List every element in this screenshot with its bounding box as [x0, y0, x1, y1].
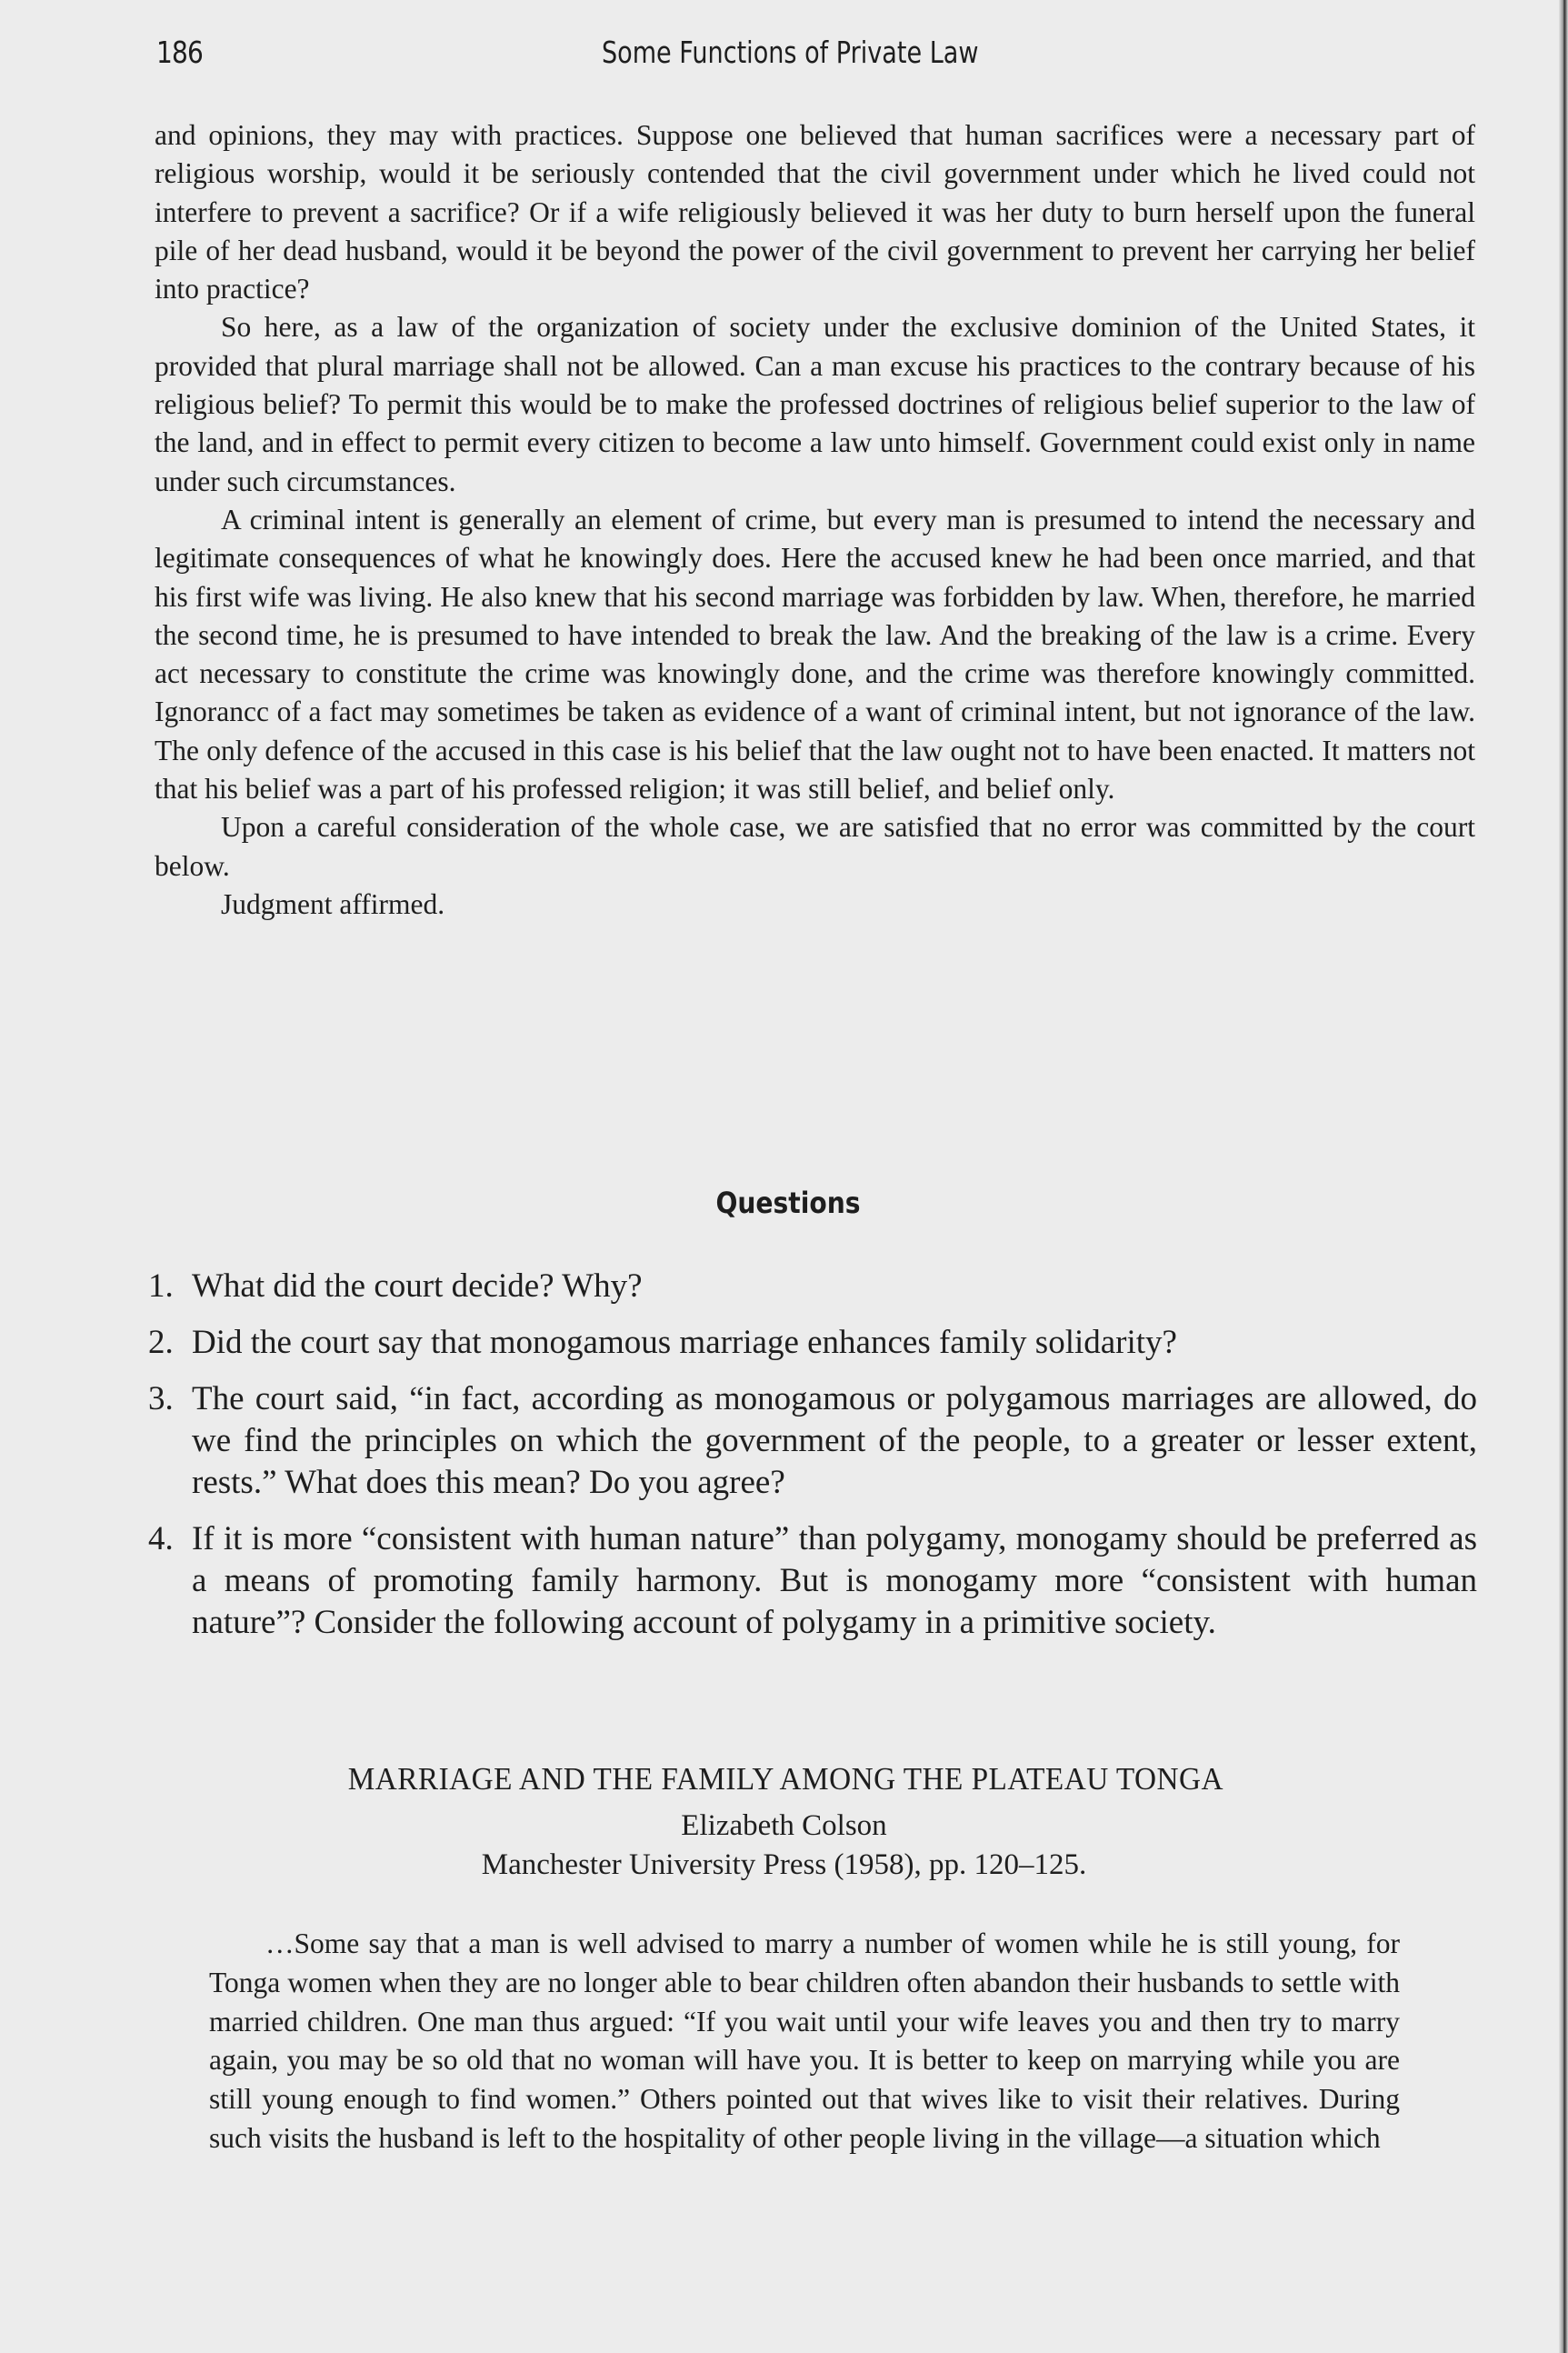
- paragraph: A criminal intent is generally an element of crime, but every man is presumed to intend the necessary and legitimate consequences of what he knowingly does. Here the accused knew he had been once married, and that his first wife was living. He also knew that his second marriage was forbidden by law. When, therefore, he married the second time, he is presumed to have intended to break the law. And the breaking of the law is a crime. Every act necessary to constitute the crime was knowingly done, and the crime was therefore knowingly committed. Ignorancc of a fact may sometimes be taken as evidence of a want of criminal intent, but not ignorance of the law. The only defence of the accused in this case is his belief that the law ought not to have been enacted. It matters not that his belief was a part of his professed religion; it was still belief, and belief only.: [155, 503, 1475, 806]
- questions-list: [148, 1266, 1477, 1658]
- question-text: If it is more “consistent with human nature” than polygamy, monogamy should be preferred as a means of promoting family harmony. But is monogamy more “consistent with human nature”? Consider the following account of polygamy in a primitive society.: [192, 1520, 1477, 1641]
- running-title: Some Functions of Private Law: [601, 35, 979, 70]
- question-text: Did the court say that monogamous marriage enhances family solidarity?: [192, 1324, 1177, 1361]
- excerpt-author: Elizabeth Colson: [681, 1809, 887, 1842]
- judgment-line: Judgment affirmed.: [221, 887, 445, 920]
- question-number: 1.: [148, 1267, 174, 1305]
- question-number: 4.: [148, 1520, 174, 1557]
- court-opinion-text: [155, 116, 1475, 924]
- page-binding-edge: [1559, 0, 1568, 2353]
- questions-heading: Questions: [715, 1186, 861, 1220]
- running-head: [0, 35, 1568, 75]
- excerpt-title: MARRIAGE AND THE FAMILY AMONG THE PLATEAU TONGA: [347, 1761, 1224, 1797]
- paragraph: and opinions, they may with practices. Suppose one believed that human sacrifices were a necessary part of religious worship, would it be seriously contended that the civil government under which he lived could not interfere to prevent a sacrifice? Or if a wife religiously believed it was her duty to burn herself upon the funeral pile of her dead husband, would it be beyond the power of the civil government to prevent her carrying her belief into practice?: [155, 119, 1475, 305]
- question-item: [148, 1518, 1477, 1644]
- question-text: What did the court decide? Why?: [192, 1267, 643, 1305]
- question-text: The court said, “in fact, according as monogamous or polygamous marriages are allowed, do we find the principles on which the government of the people, to a greater or lesser extent, rests.” What does this mean? Do you agree?: [192, 1380, 1477, 1501]
- paragraph: So here, as a law of the organization of society under the exclusive dominion of the United States, it provided that plural marriage shall not be allowed. Can a man excuse his practices to the contrary because of his religious belief? To permit this would be to make the professed doctrines of religious belief superior to the law of the land, and in effect to permit every citizen to become a law unto himself. Government could exist only in name under such circumstances.: [155, 311, 1475, 497]
- question-item: [148, 1266, 1477, 1307]
- question-item: [148, 1322, 1477, 1364]
- page-number: 186: [156, 35, 203, 70]
- excerpt-source: Manchester University Press (1958), pp. 120–125.: [481, 1848, 1087, 1881]
- excerpt-text: [209, 1925, 1400, 2158]
- paragraph: …Some say that a man is well advised to marry a number of women while he is still young, for Tonga women when they are no longer able to bear children often abandon their husbands to settle with married children. One man thus argued: “If you wait until your wife leaves you and then try to marry again, you may be so old that no woman will have you. It is better to keep on marrying while you are still young enough to find women.” Others pointed out that wives like to visit their relatives. During such visits the husband is left to the hospitality of other people living in the village—a situation which: [209, 1927, 1400, 2154]
- question-number: 2.: [148, 1324, 174, 1361]
- question-number: 3.: [148, 1380, 174, 1417]
- question-item: [148, 1378, 1477, 1504]
- paragraph: Upon a careful consideration of the whole case, we are satisfied that no error was committed by the court below.: [155, 811, 1475, 882]
